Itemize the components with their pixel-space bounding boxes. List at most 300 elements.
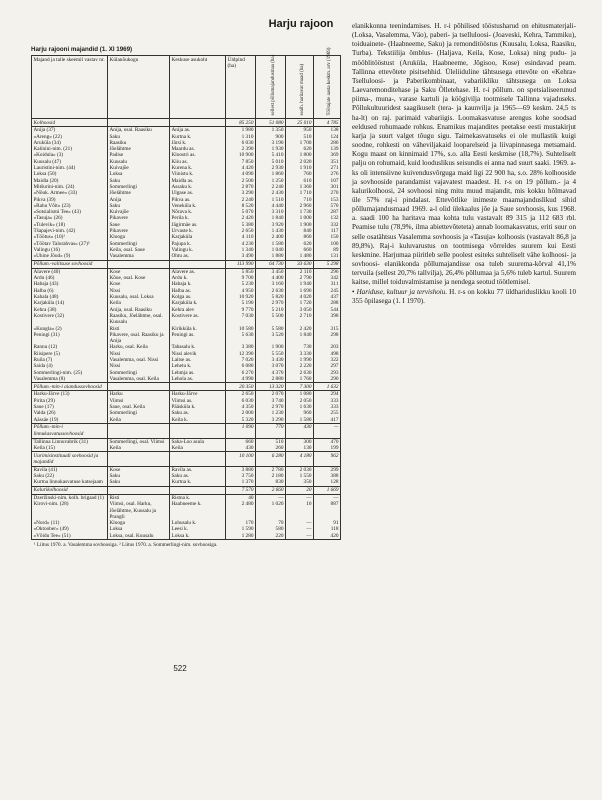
arable-land-cell: 610 xyxy=(286,178,314,184)
total-area-cell: 5 850 xyxy=(226,268,256,275)
agri-land-cell: 3 190 xyxy=(256,140,286,146)
farm-name-cell: Põllum.-valitsuse sovhoosid xyxy=(32,260,108,268)
total-area-cell: 4 230 xyxy=(226,241,256,247)
center-cell: Saha-Loo asula xyxy=(170,438,226,445)
header-farm: Majand ja talle skeemil vastav nr. xyxy=(32,56,108,119)
agri-land-cell: 1 250 xyxy=(256,178,286,184)
arable-land-cell: — xyxy=(286,526,314,532)
farm-name-cell: Kirovi-nim. (28) xyxy=(32,501,108,520)
arable-land-cell: 1 480 xyxy=(286,253,314,260)
center-cell: Haabneeme k. xyxy=(170,501,226,520)
workers-cell: 470 xyxy=(314,438,341,445)
arable-land-cell: 510 xyxy=(286,134,314,140)
center-cell: Kurena k. xyxy=(170,165,226,171)
arable-land-cell: 1 630 xyxy=(286,404,314,410)
workers-cell: 962 xyxy=(314,452,341,467)
arable-land-cell: 430 xyxy=(286,423,314,438)
total-area-cell: 1 980 xyxy=(226,127,256,134)
council-cell: Padise xyxy=(108,152,170,158)
table-section-row xyxy=(32,383,341,391)
council-cell: Jõelähtme xyxy=(108,190,170,196)
council-cell: Saue, osal. Keila xyxy=(108,404,170,410)
farm-name-cell: Habaja (43) xyxy=(32,281,108,287)
council-cell: Risti xyxy=(108,326,170,332)
farm-name-cell: Põllum.-min-i linnukasvatussovhoosid xyxy=(32,423,108,438)
page-title: Harju rajoon xyxy=(268,18,334,30)
agri-land-cell: 4 440 xyxy=(256,203,286,209)
agri-land-cell: 3 740 xyxy=(256,398,286,404)
agri-land-cell: 770 xyxy=(256,423,286,438)
total-area-cell: 3 490 xyxy=(226,253,256,260)
council-cell: Kuivajõe xyxy=(108,165,170,171)
header-total-area: Üldpind (ha) xyxy=(226,56,256,119)
farm-name-cell: Rannu (12) xyxy=(32,344,108,350)
council-cell: Pikavere xyxy=(108,228,170,234)
total-area-cell: 2 500 xyxy=(226,178,256,184)
arable-land-cell: 2 960 xyxy=(286,203,314,209)
workers-cell: 322 xyxy=(314,357,341,363)
arable-land-cell: 25 010 xyxy=(286,119,314,127)
table-footnote: ¹ Liitus 1970. a. Vasalemma sovhoosiga. ² Liitus 1970. a. Sommerlingi-nim. sovhoosiga. xyxy=(34,542,218,548)
center-cell: Lohusalu k. xyxy=(170,520,226,526)
farm-name-cell: Tallinna Linnuvabrik (31) xyxy=(32,438,108,445)
workers-cell: 398 xyxy=(314,313,341,326)
agri-land-cell: 1 510 xyxy=(256,197,286,203)
agri-land-cell: 1 350 xyxy=(256,127,286,134)
council-cell: Saku xyxy=(108,203,170,209)
arable-land-cell: 1 730 xyxy=(286,209,314,215)
farm-name-cell: Karjaküla (14) xyxy=(32,300,108,306)
center-cell: Pajupa k. xyxy=(170,241,226,247)
total-area-cell: 2 480 xyxy=(226,501,256,520)
table-caption: Harju rajooni majandid (1. XI 1969) xyxy=(31,46,133,53)
agri-land-cell: 580 xyxy=(256,526,286,532)
total-area-cell: 5 320 xyxy=(226,417,256,424)
total-area-cell: 1 280 xyxy=(226,533,256,540)
center-cell: Ristna k. xyxy=(170,494,226,501)
council-cell: Raasiku xyxy=(108,140,170,146)
council-cell: Kose xyxy=(108,466,170,473)
agri-land-cell: — xyxy=(256,494,286,501)
arable-land-cell: 130 xyxy=(286,445,314,452)
agri-land-cell: 1 860 xyxy=(256,171,286,177)
council-cell: Nissi xyxy=(108,363,170,369)
farm-name-cell: Riisipere (5) xyxy=(32,351,108,357)
table-section-row xyxy=(32,119,341,127)
center-cell: Keila xyxy=(170,445,226,452)
total-area-cell: 2 650 xyxy=(226,228,256,234)
table-row xyxy=(32,127,341,134)
council-cell: Sommerlingi xyxy=(108,410,170,416)
center-cell: Maidla as. xyxy=(170,178,226,184)
total-area-cell: 4 110 xyxy=(226,234,256,240)
farm-name-cell: Lauristini-nim. (44) xyxy=(32,165,108,171)
center-cell: Viinistu k. xyxy=(170,171,226,177)
arable-land-cell: 10 xyxy=(286,501,314,520)
center-cell xyxy=(170,119,226,127)
workers-cell: 131 xyxy=(314,253,341,260)
agri-land-cell: 220 xyxy=(256,533,286,540)
workers-cell: 297 xyxy=(314,363,341,369)
council-cell: Risti xyxy=(108,494,170,501)
center-cell: Alavere as. xyxy=(170,268,226,275)
council-cell: Pikavere, osal. Raasiku ja Anija xyxy=(108,332,170,345)
council-cell: Sommerlingi, osal. Viimsi xyxy=(108,438,170,445)
total-area-cell: 1 370 xyxy=(226,479,256,486)
total-area-cell: 1 310 xyxy=(226,134,256,140)
workers-cell: 294 xyxy=(314,391,341,398)
table-section-row xyxy=(32,486,341,494)
farm-name-cell: «Areng» (22) xyxy=(32,134,108,140)
farm-name-cell: Mitšurini-nim. (24) xyxy=(32,184,108,190)
center-cell: Habaja k. xyxy=(170,281,226,287)
agri-land-cell: 2 970 xyxy=(256,404,286,410)
workers-cell: 1 632 xyxy=(314,383,341,391)
workers-cell: 437 xyxy=(314,294,341,300)
total-area-cell: 3 880 xyxy=(226,466,256,473)
workers-cell: 150 xyxy=(314,234,341,240)
workers-cell: 91 xyxy=(314,520,341,526)
agri-land-cell: 2 930 xyxy=(256,165,286,171)
council-cell xyxy=(108,119,170,127)
workers-cell: 369 xyxy=(314,152,341,158)
header-agri-land: sellest põllumajandusmaa (ha) xyxy=(256,56,286,119)
arable-land-cell: 1 360 xyxy=(286,184,314,190)
farm-name-cell: Saku (22) xyxy=(32,473,108,479)
agri-land-cell: 2 430 xyxy=(256,190,286,196)
workers-cell: 570 xyxy=(314,203,341,209)
total-area-cell: 6 270 xyxy=(226,370,256,376)
arable-land-cell: 1 800 xyxy=(286,152,314,158)
workers-cell: 153 xyxy=(314,197,341,203)
table-row xyxy=(32,268,341,275)
council-cell: Sommerlingi xyxy=(108,241,170,247)
agri-land-cell: 2 240 xyxy=(256,184,286,190)
council-cell: Saue xyxy=(108,222,170,228)
arable-land-cell: 1 760 xyxy=(286,376,314,383)
agri-land-cell: 5 580 xyxy=(256,326,286,332)
workers-cell: 118 xyxy=(314,526,341,532)
council-cell: Keila xyxy=(108,300,170,306)
table-row xyxy=(32,466,341,473)
center-cell: Ravila as. xyxy=(170,466,226,473)
arable-land-cell: 1 990 xyxy=(286,357,314,363)
header-council: Külanõukogu xyxy=(108,56,170,119)
council-cell: Raasiku, Jõelähtme, osal. Kuusalu xyxy=(108,313,170,326)
farm-name-cell: Põllum.-min-i aiandussovhoosid xyxy=(32,383,108,391)
center-cell: Pikva as. xyxy=(170,197,226,203)
total-area-cell: 9 770 xyxy=(226,307,256,313)
center-cell xyxy=(170,383,226,391)
total-area-cell: 1 590 xyxy=(226,526,256,532)
table-row xyxy=(32,417,341,424)
arable-land-cell: 620 xyxy=(286,241,314,247)
council-cell: Nissi xyxy=(108,288,170,294)
header-center: Keskuse asukoht xyxy=(170,56,226,119)
council-cell: Viimsi, osal. Harku, Jõelähtme, Kuusalu ja Prangli xyxy=(108,501,170,520)
council-cell: Jõelähtme xyxy=(108,146,170,152)
workers-cell: 138 xyxy=(314,127,341,134)
center-cell: Laitse as. xyxy=(170,357,226,363)
arable-land-cell: 960 xyxy=(286,410,314,416)
agri-land-cell: 2 400 xyxy=(256,234,286,240)
workers-cell: 887 xyxy=(314,501,341,520)
agri-land-cell: 1 900 xyxy=(256,344,286,350)
total-area-cell: 1 340 xyxy=(226,247,256,253)
total-area-cell: 7 570 xyxy=(226,486,256,494)
council-cell: Vasalemma, osal. Keila xyxy=(108,376,170,383)
total-area-cell: 8 520 xyxy=(226,203,256,209)
arable-land-cell: 1 000 xyxy=(286,215,314,221)
workers-cell: 270 xyxy=(314,190,341,196)
arable-land-cell: 660 xyxy=(286,247,314,253)
center-cell: Kiiu as. xyxy=(170,159,226,165)
workers-cell: 388 xyxy=(314,473,341,479)
farm-name-cell: Äässäe (19) xyxy=(32,417,108,424)
article-paragraph: elanikkonna teenindamises. H. r-i põhilised tööstusharud on ehitusmaterjali- (Loksa, Vasalemma, Väo), paberi- ja tselluloosi- (Joaveski, Kehra, Tammiku), toiduainete- (Haabneeme, Saku) ja remonditööstus (Kuusalu, Loksa, Raasiku, Turba). Tekstiilija õmblus- (Haljava, Keila, Kose, Loksa) ning pudu- ja mööblitööstust (Aruküla, Haabneeme, Jõgisoo, Kose) esindavad peam. Tallinna ettevõtete pisitsehhid. Üleliiduline tähtsusega ettevõte on «Kehra» Tselluloosi- ja Paberikombinaat, vabariikliku tähtsusega on Loksa Laevaremonditehase ja Saku Õlletehase. H. r-i põllum. on spetsialiseerunud piima-, muna-, varase kartuli ja köögivilja tootmisele Tallinna vajaduseks. Põllukultuuridest saagikuselt (tera- ja kaunvilja ja 1965—69 keskm. 24,5 ts ha-lt) on raj. parimaid vabariigis. Loomakasvatuse arengus kohe soodsad eeldused rohumaade rohkus. Enamikus majandites peetakse eesti mustakirjut karja ja suurt valget tõugu sigu. Taimekasvatuseks ei ole mullastik kuigi soodne, rohkesti on väheviljakaid looparelseid ja liivapinnasega metsamaid. Kogu maast on kinnimaid 17%, s.o. alla Eesti keskmise (18,7%). Suhteliselt palju on rohumaid, kuid looduslikus seisundis ei anna nad suurt saaki. 1969. a-ks oli intensiivne kuivendusvõrguga maid ligi 22 900 ha, s.o. 28% kolhooside ja sovhooside parandamist vajavatest maadest. H. r-s on 19 põllum.- ja 4 kalurikolhoosi, 24 sovhoosi ning mitu muud majandit, mis kokku hõlmavad üle 57% raj-i pindalast. Ettevõtlike inimeste maamajanduslikud sihid põllumajandusmaad 1969. a-l olid ülekaalus jõe ja Saue sovhoosis, kus 1968. a. saadi 100 ha haritava maa kohta tulu vastavalt 89 315 ja 112 683 rbl. Peamise tulu (78,9%, ilma abiettevõteteta) annab loomakasvatus, eriti suur on selle osatähtsus Vasalemma sovhoosis ja «Tasuja» kolhoosis (vastavalt 86,8 ja 89,8%). Raj-i kuluvarustus on tootmisega võrreldes suurem kui Eesti keskmine. Harjumaa piiritleb selle poolest esiteks suhteliselt vähe kolhoosi- ja sovhoosi- elanikkonda põllumajandisse osa tuleb suurema-kõrval 41,1% tervuila (sellest 20,7% tallvilja), 26,4% põllumaa ja 5,6% tuleb kartul. Suurem kaitse, millel toiduvalmistamise ja nendega seotud töötlemisel. xyxy=(352,22,576,287)
farm-name-cell: Kurtna linnukasvatuse katsejaam xyxy=(32,479,108,486)
header-arable-land: sealh. haritavat maad (ha) xyxy=(286,56,314,119)
farm-name-cell: Ruila (7) xyxy=(32,357,108,363)
farm-name-cell: «Nord» (11) xyxy=(32,520,108,526)
workers-cell: 342 xyxy=(314,275,341,281)
workers-cell: — xyxy=(314,423,341,438)
table-row xyxy=(32,253,341,260)
farm-name-cell: Dzeržinski-nim. kolh. brigaad (1) xyxy=(32,494,108,501)
arable-land-cell: 2 110 xyxy=(286,268,314,275)
arable-land-cell: 1 580 xyxy=(286,417,314,424)
total-area-cell: 2 420 xyxy=(226,215,256,221)
arable-land-cell: — xyxy=(286,494,314,501)
table-section-row xyxy=(32,423,341,438)
agri-land-cell: 2 660 xyxy=(256,486,286,494)
workers-cell: 89 xyxy=(314,247,341,253)
workers-cell: 128 xyxy=(314,479,341,486)
agri-land-cell: 900 xyxy=(256,134,286,140)
workers-cell: 1 669 xyxy=(314,486,341,494)
arable-land-cell: 840 xyxy=(286,228,314,234)
total-area-cell: 3 380 xyxy=(226,344,256,350)
center-cell: Perila k. xyxy=(170,215,226,221)
workers-cell: 245 xyxy=(314,288,341,294)
workers-cell: 199 xyxy=(314,445,341,452)
bullet-label: Hariduse, kultuur ja tervishoiu. xyxy=(356,287,448,296)
total-area-cell: 4 350 xyxy=(226,404,256,410)
agri-land-cell: 3 070 xyxy=(256,363,286,369)
total-area-cell: 2 240 xyxy=(226,197,256,203)
farm-name-cell: Ardu (46) xyxy=(32,275,108,281)
farm-name-cell: Sommerlingi-nim. (25) xyxy=(32,370,108,376)
council-cell: Vasalemma, osal. Nissi xyxy=(108,357,170,363)
center-cell: Lehola as. xyxy=(170,376,226,383)
workers-cell: 287 xyxy=(314,209,341,215)
workers-cell: 271 xyxy=(314,165,341,171)
arable-land-cell: 2 020 xyxy=(286,159,314,165)
agri-land-cell: 51 080 xyxy=(256,119,286,127)
council-cell: Loksa, osal. Kuusalu xyxy=(108,533,170,540)
center-cell: Karjaküla xyxy=(170,234,226,240)
workers-cell: 351 xyxy=(314,159,341,165)
center-cell: Maardu as. xyxy=(170,146,226,152)
arable-land-cell: 760 xyxy=(286,171,314,177)
workers-cell: 5 298 xyxy=(314,260,341,268)
arable-land-cell: 710 xyxy=(286,197,314,203)
center-cell: Halba as. xyxy=(170,288,226,294)
workers-cell: 132 xyxy=(314,215,341,221)
workers-cell: 255 xyxy=(314,410,341,416)
farm-name-cell: «Koidula» (3) xyxy=(32,152,108,158)
arable-land-cell: — xyxy=(286,520,314,526)
agri-land-cell: 1 040 xyxy=(256,247,286,253)
center-cell: Assaku k. xyxy=(170,184,226,190)
center-cell: Kostivere as. xyxy=(170,313,226,326)
farm-name-cell: Vasalemma (8) xyxy=(32,376,108,383)
total-area-cell: 40 xyxy=(226,494,256,501)
farm-name-cell: Alavere (40) xyxy=(32,268,108,275)
center-cell: Keila k. xyxy=(170,417,226,424)
total-area-cell: 7 030 xyxy=(226,313,256,326)
arable-land-cell: 2 710 xyxy=(286,313,314,326)
table-row xyxy=(32,332,341,345)
center-cell: Pääsküla k. xyxy=(170,404,226,410)
workers-cell: 288 xyxy=(314,300,341,306)
workers-cell: 100 xyxy=(314,241,341,247)
farm-name-cell: Anija (37) xyxy=(32,127,108,134)
total-area-cell: 9 700 xyxy=(226,275,256,281)
council-cell: Anija, osal. Raasiku xyxy=(108,307,170,313)
council-cell: Vasalemma xyxy=(108,253,170,260)
arable-land-cell: 1 550 xyxy=(286,473,314,479)
total-area-cell: 2 870 xyxy=(226,184,256,190)
agri-land-cell: 3 920 xyxy=(256,222,286,228)
total-area-cell: 4 950 xyxy=(226,288,256,294)
council-cell: Pikavere xyxy=(108,215,170,221)
arable-land-cell: 2 420 xyxy=(286,326,314,332)
arable-land-cell: 2 030 xyxy=(286,466,314,473)
farm-name-cell: «Uhine Jõud» (9) xyxy=(32,253,108,260)
arable-land-cell: 4 020 xyxy=(286,294,314,300)
agri-land-cell: 5 550 xyxy=(256,351,286,357)
farm-name-cell: Kolhoosid xyxy=(32,119,108,127)
total-area-cell: 3 290 xyxy=(226,190,256,196)
total-area-cell: 2 650 xyxy=(226,391,256,398)
total-area-cell: 660 xyxy=(226,438,256,445)
center-cell: Kurtna k. xyxy=(170,134,226,140)
total-area-cell: 6 030 xyxy=(226,398,256,404)
workers-cell: 298 xyxy=(314,332,341,345)
agri-land-cell: 2 970 xyxy=(256,300,286,306)
council-cell: Kuusalu xyxy=(108,159,170,165)
agri-land-cell: 3 310 xyxy=(256,209,286,215)
agri-land-cell: 1 230 xyxy=(256,410,286,416)
council-cell: Kuivajõe xyxy=(108,209,170,215)
center-cell: Anija as. xyxy=(170,127,226,134)
total-area-cell: 5 070 xyxy=(226,209,256,215)
council-cell: Saku xyxy=(108,178,170,184)
table-row xyxy=(32,391,341,398)
council-cell xyxy=(108,452,170,467)
farm-name-cell: Kehra (38) xyxy=(32,307,108,313)
total-area-cell: 5 190 xyxy=(226,300,256,306)
total-area-cell: 10 100 xyxy=(226,452,256,467)
center-cell xyxy=(170,423,226,438)
workers-cell: 117 xyxy=(314,228,341,234)
table-row xyxy=(32,494,341,501)
council-cell: Keila xyxy=(108,417,170,424)
total-area-cell: 4 990 xyxy=(226,376,256,383)
workers-cell: 311 xyxy=(314,281,341,287)
table-body xyxy=(32,119,341,540)
agri-land-cell: 4 370 xyxy=(256,370,286,376)
page-number: 522 xyxy=(173,664,187,673)
farm-name-cell: Keila (15) xyxy=(32,445,108,452)
center-cell: Kloostri as. xyxy=(170,152,226,158)
table-row xyxy=(32,479,341,486)
farm-name-cell: «Nõuk. Armee» (33) xyxy=(32,190,108,196)
arable-land-cell: 860 xyxy=(286,234,314,240)
agri-land-cell: 3 520 xyxy=(256,332,286,345)
farm-name-cell: «Võidu Tee» (51) xyxy=(32,533,108,540)
council-cell: Keila, osal. Saue xyxy=(108,247,170,253)
agri-land-cell: 2 070 xyxy=(256,391,286,398)
total-area-cell: 4 090 xyxy=(226,171,256,177)
farm-name-cell: Harku-Järve (13) xyxy=(32,391,108,398)
table-section-row xyxy=(32,452,341,467)
workers-cell: 333 xyxy=(314,398,341,404)
farm-name-cell: «Kungla» (2) xyxy=(32,326,108,332)
total-area-cell: 1 090 xyxy=(226,423,256,438)
farm-name-cell: Uurimisinstituudi sovhoosid ja majandid xyxy=(32,452,108,467)
farm-name-cell: Pirita (29) xyxy=(32,398,108,404)
total-area-cell: 3 750 xyxy=(226,473,256,479)
agri-land-cell: 260 xyxy=(256,445,286,452)
agri-land-cell: 2 780 xyxy=(256,466,286,473)
council-cell: Keila xyxy=(108,445,170,452)
farm-name-cell: «Oktoober» (49) xyxy=(32,526,108,532)
workers-cell: 290 xyxy=(314,376,341,383)
farm-name-cell: «Töötus» (10)¹ xyxy=(32,234,108,240)
workers-cell: 107 xyxy=(314,178,341,184)
workers-cell: 203 xyxy=(314,344,341,350)
council-cell: Kose xyxy=(108,268,170,275)
council-cell xyxy=(108,260,170,268)
council-cell: Kuusalu, osal. Loksa xyxy=(108,294,170,300)
table-row xyxy=(32,376,341,383)
workers-cell: 276 xyxy=(314,171,341,177)
council-cell: Loksa xyxy=(108,526,170,532)
agri-land-cell: 830 xyxy=(256,479,286,486)
center-cell: Harku-Järve xyxy=(170,391,226,398)
total-area-cell: 12 390 xyxy=(226,351,256,357)
center-cell: Nõrava k. xyxy=(170,209,226,215)
farm-name-cell: Peningi (31) xyxy=(32,332,108,345)
council-cell: Klooga xyxy=(108,520,170,526)
center-cell: Ohtu as. xyxy=(170,253,226,260)
arable-land-cell: 730 xyxy=(286,344,314,350)
table-header-row xyxy=(32,56,341,119)
center-cell: Lehmja as. xyxy=(170,370,226,376)
council-cell: Klooga xyxy=(108,234,170,240)
center-cell xyxy=(170,452,226,467)
arable-land-cell: 1 910 xyxy=(286,165,314,171)
workers-cell: 417 xyxy=(314,417,341,424)
arable-land-cell: — xyxy=(286,533,314,540)
center-cell: Leesi k. xyxy=(170,526,226,532)
arable-land-cell: 2 050 xyxy=(286,398,314,404)
total-area-cell: 5 380 xyxy=(226,222,256,228)
farm-name-cell: Kostivere (32) xyxy=(32,313,108,326)
farm-name-cell: Loksa (50) xyxy=(32,171,108,177)
